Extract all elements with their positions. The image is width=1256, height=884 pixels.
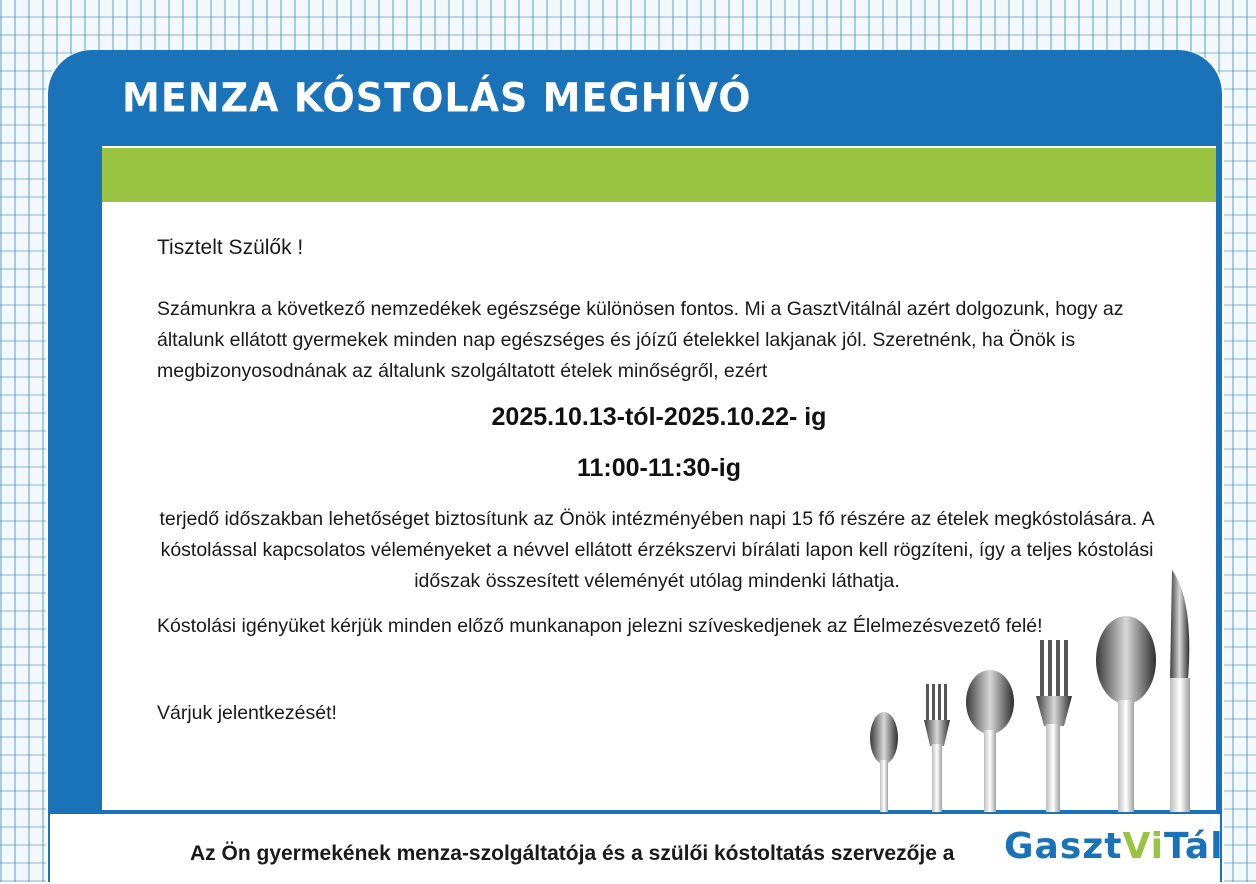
page-title: MENZA KÓSTOLÁS MEGHÍVÓ <box>122 74 752 122</box>
large-spoon-icon <box>1096 616 1156 704</box>
medium-spoon-icon <box>966 670 1014 734</box>
details-paragraph: terjedő időszakban lehetőséget biztosítunk az Önök intézményében napi 15 fő részére az ételek megkóstolására. A kóstolással kapcsolatos véleményeket a névvel ellátott érzékszervi bírálati lapon kell rögzíteni, így a teljes kóstolási időszak összesített véleményét utólag mindenki láthatja. <box>159 508 1155 592</box>
logo-part-3: Tál <box>1164 826 1224 867</box>
gasztvital-logo <box>1004 826 1224 876</box>
time-range: 11:00-11:30-ig <box>577 454 741 482</box>
logo-part-1: Gaszt <box>1004 826 1123 867</box>
closing-line: Várjuk jelentkezését! <box>157 702 337 724</box>
small-spoon-icon <box>870 712 898 764</box>
intro-paragraph: Számunkra a következő nemzedékek egészsége különösen fontos. Mi a GasztVitálnál azért dolgozunk, hogy az általunk ellátott gyermekek minden nap egészséges és jóízű ételekkel lakjanak jól. Szeretnénk, ha Önök is megbizonyosodnának az általunk szolgáltatott ételek minőségről, ezért <box>157 298 1124 382</box>
knife-icon <box>1170 570 1190 812</box>
logo-part-2: Vi <box>1122 826 1165 867</box>
date-range: 2025.10.13-tól-2025.10.22- ig <box>491 403 827 431</box>
cutlery-illustration <box>860 560 1210 812</box>
greeting: Tisztelt Szülők ! <box>157 236 304 259</box>
request-paragraph: Kóstolási igényüket kérjük minden előző munkanapon jelezni szíveskedjenek az Élelmezésvezető felé! <box>157 615 1043 637</box>
green-divider-bar <box>102 146 1216 204</box>
large-fork-icon <box>1036 640 1072 812</box>
small-fork-icon <box>924 684 950 812</box>
footer-text: Az Ön gyermekének menza-szolgáltatója és a szülői kóstoltatás szervezője a <box>190 842 955 865</box>
